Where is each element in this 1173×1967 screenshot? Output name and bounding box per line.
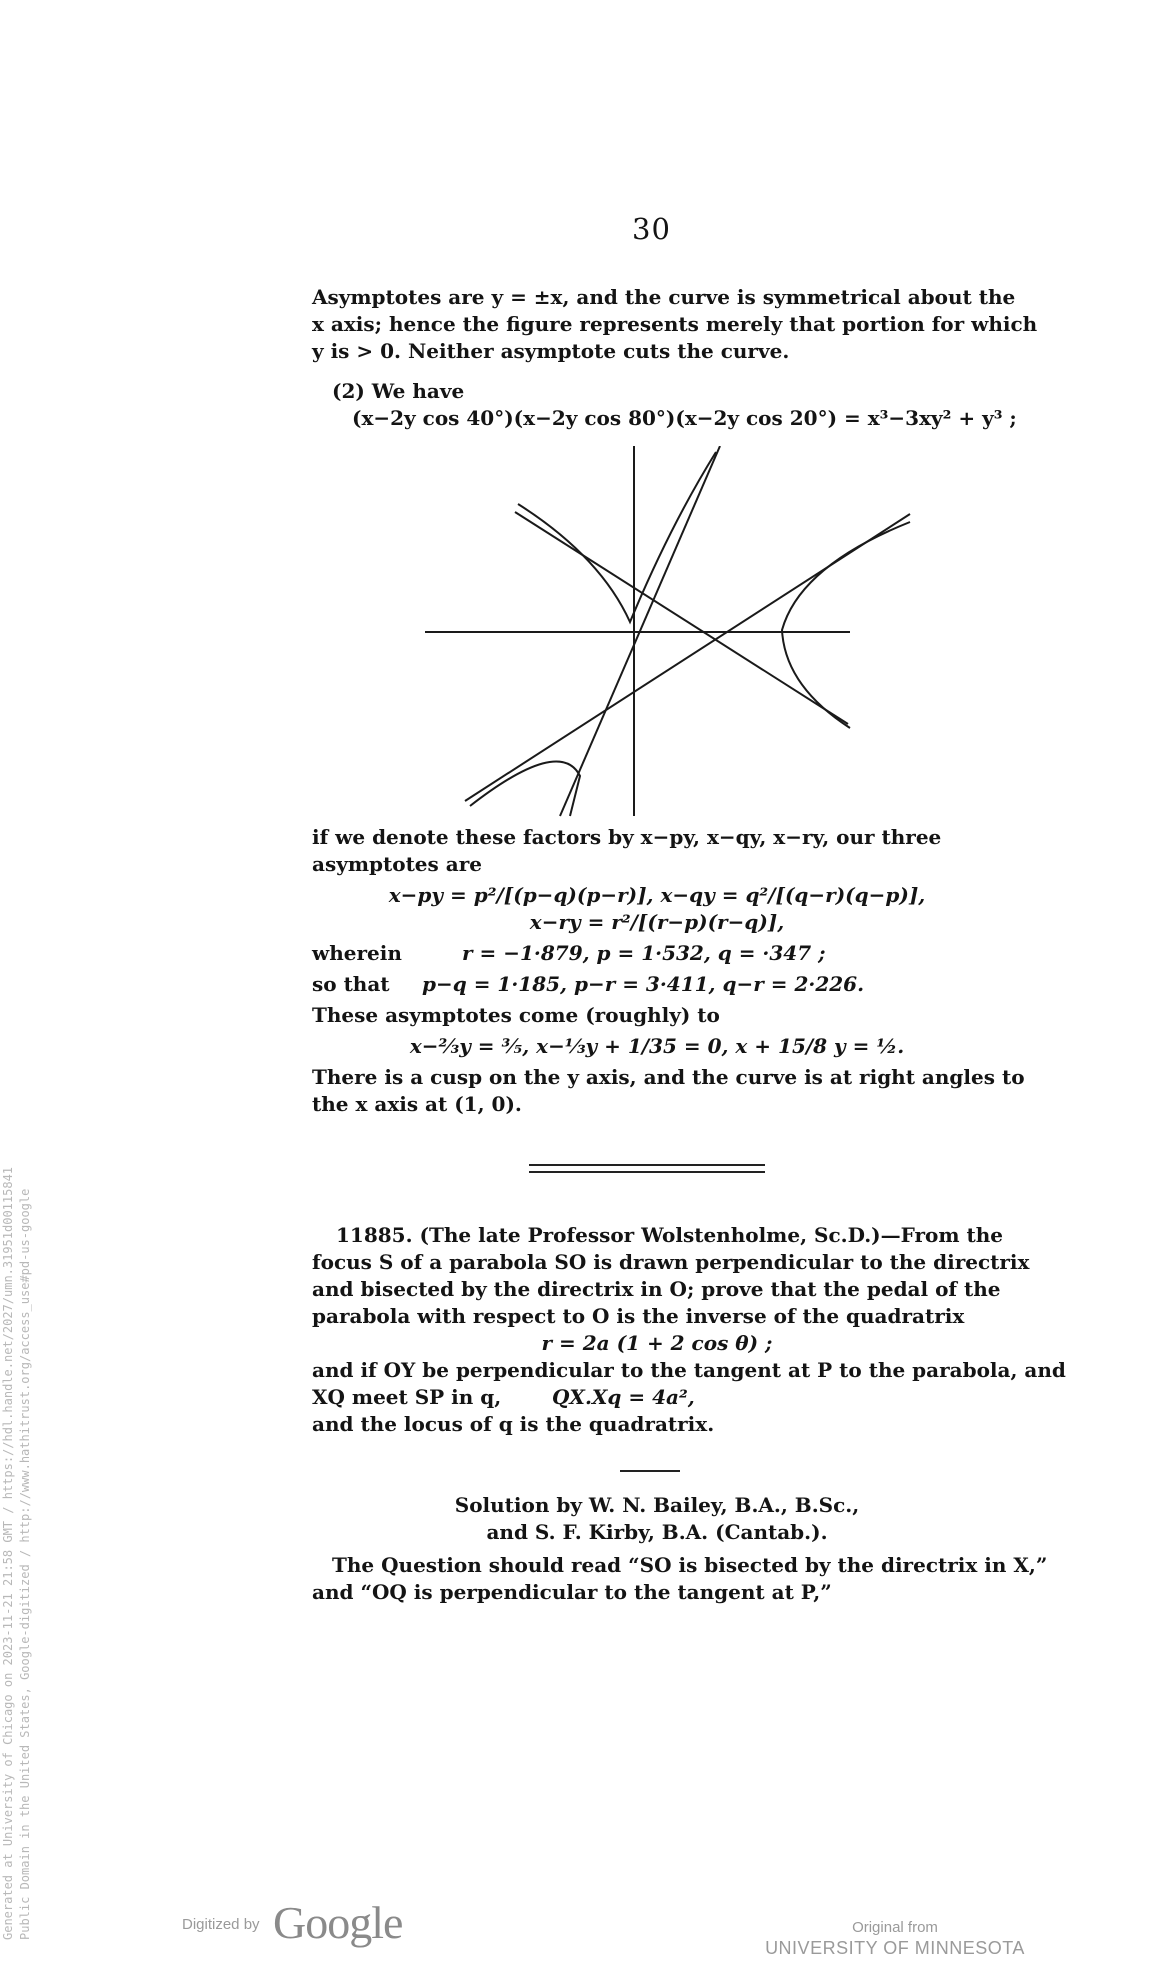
solution-authors: Solution by W. N. Bailey, B.A., B.Sc., [454, 1493, 860, 1517]
watermark-line: Public Domain in the United States, Google-digitized / http://www.hathitrust.org/access_use#pd-us-google [18, 1188, 32, 1940]
roughly-line: These asymptotes come (roughly) to [312, 1003, 720, 1027]
page-number: 30 [632, 212, 671, 246]
solution-text: The Question should read “SO is bisected by the directrix in X,” [332, 1553, 1048, 1577]
xq-left: XQ meet SP in q, [312, 1385, 502, 1409]
question-line: and the locus of q is the quadratrix. [312, 1412, 715, 1436]
solution-text: and “OQ is perpendicular to the tangent at P,” [312, 1580, 832, 1604]
text-line: if we denote these factors by x−py, x−qy, x−ry, our three [312, 825, 942, 849]
text-line: x axis; hence the figure represents merely that portion for which [312, 312, 1038, 336]
solution-divider [620, 1470, 680, 1472]
asymptote-paragraph [312, 824, 1025, 1118]
text-line: Asymptotes are y = ±x, and the curve is symmetrical about the [312, 285, 1016, 309]
university-label: UNIVERSITY OF MINNESOTA [765, 1938, 1025, 1958]
digitized-by-label: Digitized by [182, 1916, 260, 1933]
question-text: (The late Professor Wolstenholme, Sc.D.)—From the [419, 1223, 1003, 1247]
equation-line: x−py = p²/[(p−q)(p−r)], x−qy = q²/[(q−r)(q−p)], [388, 883, 926, 907]
solution-block [312, 1492, 1048, 1606]
rough-equation: x−⅔y = ⅗, x−⅓y + 1/35 = 0, x + 15/8 y = ½. [409, 1034, 905, 1058]
watermark-line: Generated at University of Chicago on 2023-11-21 21:58 GMT / https://hdl.handle.net/2027/umn.31951d00115841 [1, 1166, 15, 1940]
so-that-line [312, 971, 1002, 998]
google-logo: Google [273, 1897, 403, 1948]
curve-right [782, 522, 910, 728]
original-from-block [750, 1918, 1040, 1958]
part2-heading: (2) We have [332, 379, 465, 403]
solution-authors: and S. F. Kirby, B.A. (Cantab.). [486, 1520, 828, 1544]
wherein-values: r = −1·879, p = 1·532, q = ·347 ; [462, 941, 826, 965]
so-that-label: so that [312, 972, 390, 996]
original-from-label: Original from [852, 1919, 938, 1936]
question-line [312, 1222, 1002, 1249]
intro-paragraph [312, 284, 1038, 365]
section-divider [529, 1164, 765, 1173]
question-number: 11885. [336, 1223, 413, 1247]
asymptote-falling [515, 512, 848, 724]
text-line: asymptotes are [312, 852, 482, 876]
question-line: and if OY be perpendicular to the tangent at P to the parabola, and [312, 1358, 1066, 1382]
text-line: the x axis at (1, 0). [312, 1092, 522, 1116]
xq-right: QX.Xq = 4a², [552, 1385, 695, 1409]
hathitrust-watermark [0, 1167, 34, 1940]
question-line [312, 1384, 1002, 1411]
asymptote-figure [420, 446, 920, 826]
wherein-label: wherein [312, 941, 402, 965]
text-line: There is a cusp on the y axis, and the curve is at right angles to [312, 1065, 1025, 1089]
question-line: and bisected by the directrix in O; prove that the pedal of the [312, 1277, 1001, 1301]
curve-upper-left [518, 452, 716, 622]
wherein-line [312, 940, 1002, 967]
equation-line: x−ry = r²/[(r−p)(r−q)], [529, 910, 785, 934]
so-that-values: p−q = 1·185, p−r = 3·411, q−r = 2·226. [422, 972, 865, 996]
part2-block [312, 378, 1017, 432]
question-line: focus S of a parabola SO is drawn perpendicular to the directrix [312, 1250, 1030, 1274]
question-block [312, 1222, 1066, 1438]
quadratrix-equation: r = 2a (1 + 2 cos θ) ; [541, 1331, 773, 1355]
text-line: y is > 0. Neither asymptote cuts the curve. [312, 339, 790, 363]
part2-equation: (x−2y cos 40°)(x−2y cos 80°)(x−2y cos 20°) = x³−3xy² + y³ ; [352, 406, 1017, 430]
question-line: parabola with respect to O is the inverse of the quadratrix [312, 1304, 965, 1328]
